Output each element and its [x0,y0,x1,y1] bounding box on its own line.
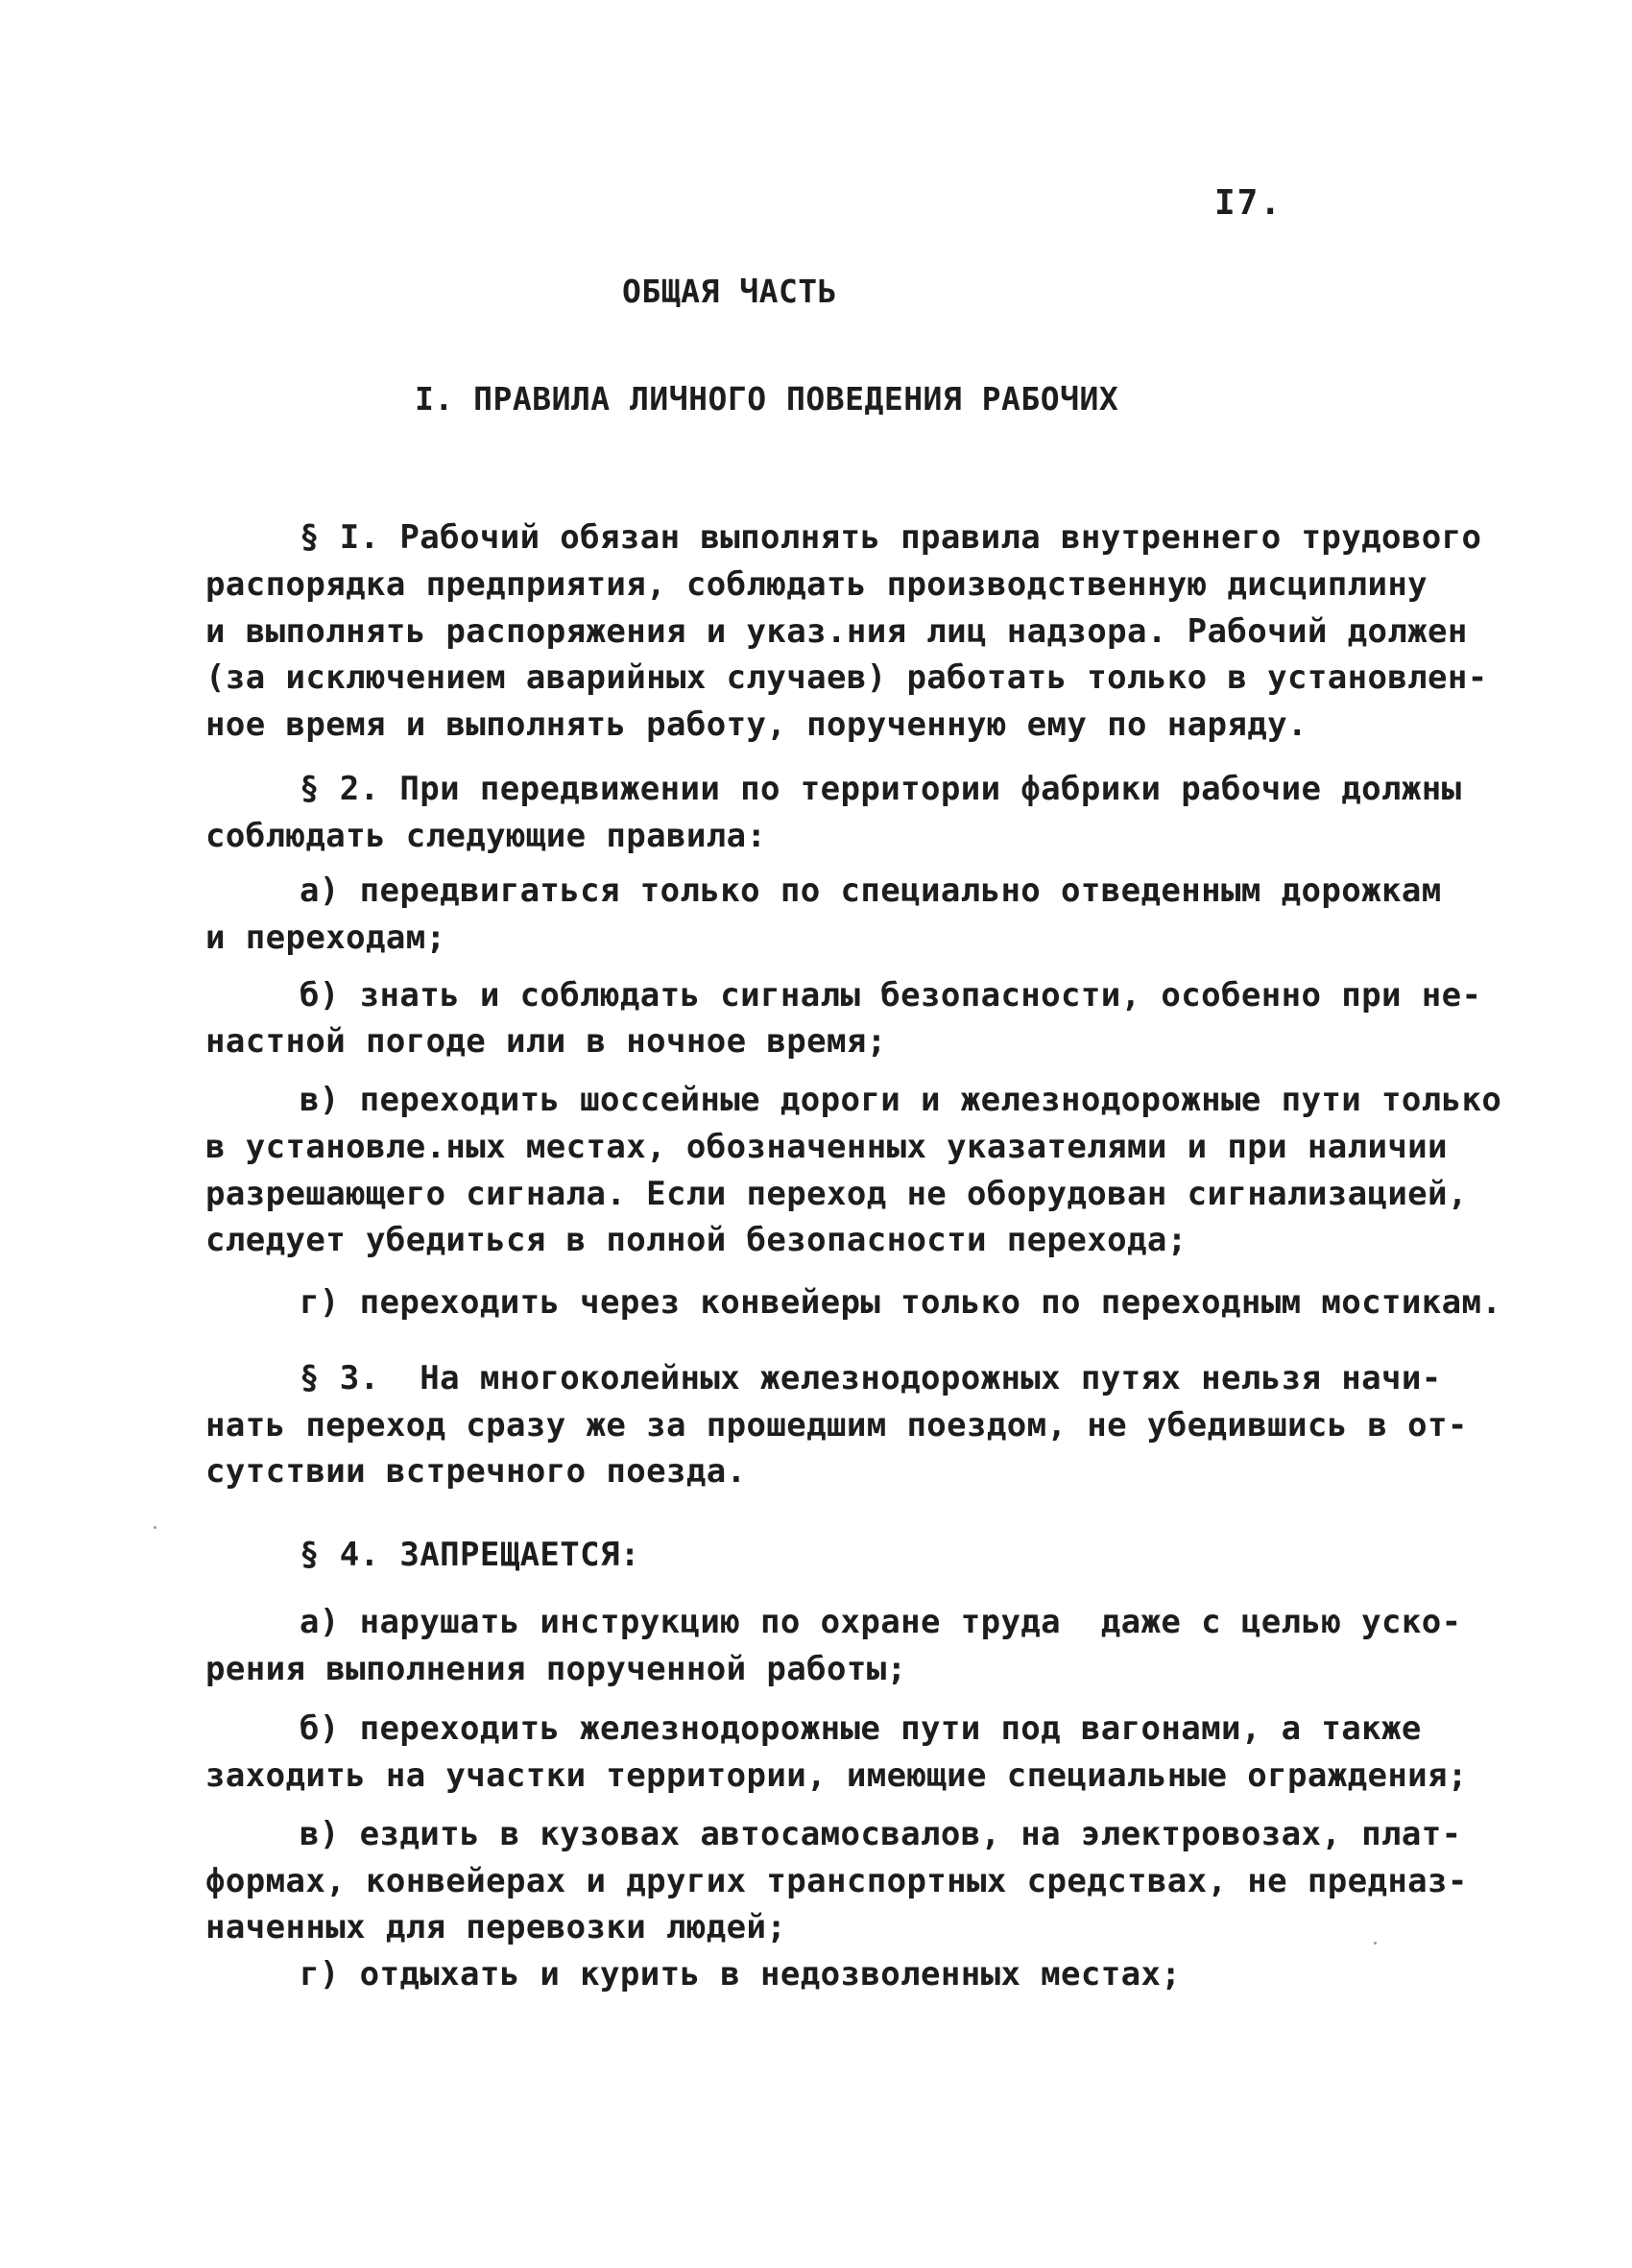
item-2c-line-3: разрешающего сигнала. Если переход не оборудован сигнализацией, [205,1175,1468,1213]
item-4a-line-1: а) нарушать инструкцию по охране труда даже с целью уско- [300,1603,1462,1641]
scan-speck [1374,1942,1377,1945]
item-4a-line-2: рения выполнения порученной работы; [205,1650,907,1688]
paragraph-3-line-3: сутствии встречного поезда. [205,1452,747,1491]
item-2a-line-2: и переходам; [205,919,446,957]
paragraph-1-line-4: (за исключением аварийных случаев) работать только в установлен- [205,658,1488,697]
paragraph-2-line-2: соблюдать следующие правила: [205,817,767,855]
paragraph-1-line-2: распорядка предприятия, соблюдать производственную дисциплину [205,565,1428,604]
item-2c-line-2: в установле.ных местах, обозначенных указателями и при наличии [205,1128,1448,1166]
item-4c-line-1: в) ездить в кузовах автосамосвалов, на электровозах, плат- [300,1815,1462,1853]
item-2d-line-1: г) переходить через конвейеры только по переходным мостикам. [300,1283,1502,1322]
paragraph-3-line-2: нать переход сразу же за прошедшим поездом, не убедившись в от- [205,1406,1468,1444]
paragraph-3-line-1: § 3. На многоколейных железнодорожных путях нельзя начи- [300,1359,1442,1397]
paragraph-2-line-1: § 2. При передвижении по территории фабрики рабочие должны [300,770,1462,808]
item-4b-line-1: б) переходить железнодорожные пути под вагонами, а также [300,1709,1422,1748]
item-2c-line-4: следует убедиться в полной безопасности перехода; [205,1221,1188,1259]
part-title: ОБЩАЯ ЧАСТЬ [622,273,838,310]
item-4c-line-3: наченных для перевозки людей; [205,1908,787,1946]
paragraph-1-line-5: ное время и выполнять работу, порученную ему по наряду. [205,705,1308,744]
item-2b-line-2: настной погоде или в ночное время; [205,1022,887,1061]
paragraph-1-line-1: § I. Рабочий обязан выполнять правила внутреннего трудового [300,518,1482,557]
item-4b-line-2: заходить на участки территории, имеющие специальные ограждения; [205,1756,1468,1795]
item-4c-line-2: формах, конвейерах и других транспортных средствах, не предназ- [205,1862,1468,1900]
page-number: I7. [1214,183,1284,223]
item-4d-line-1: г) отдыхать и курить в недозволенных местах; [300,1955,1182,1993]
paragraph-4-line-1: § 4. ЗАПРЕЩАЕТСЯ: [300,1536,640,1574]
item-2a-line-1: а) передвигаться только по специально отведенным дорожкам [300,871,1442,910]
scan-speck [154,1526,156,1529]
item-2c-line-1: в) переходить шоссейные дороги и железнодорожные пути только [300,1081,1502,1119]
paragraph-1-line-3: и выполнять распоряжения и указ.ния лиц надзора. Рабочий должен [205,612,1468,651]
item-2b-line-1: б) знать и соблюдать сигналы безопасности, особенно при не- [300,976,1482,1015]
section-title: I. ПРАВИЛА ЛИЧНОГО ПОВЕДЕНИЯ РАБОЧИХ [415,380,1119,418]
